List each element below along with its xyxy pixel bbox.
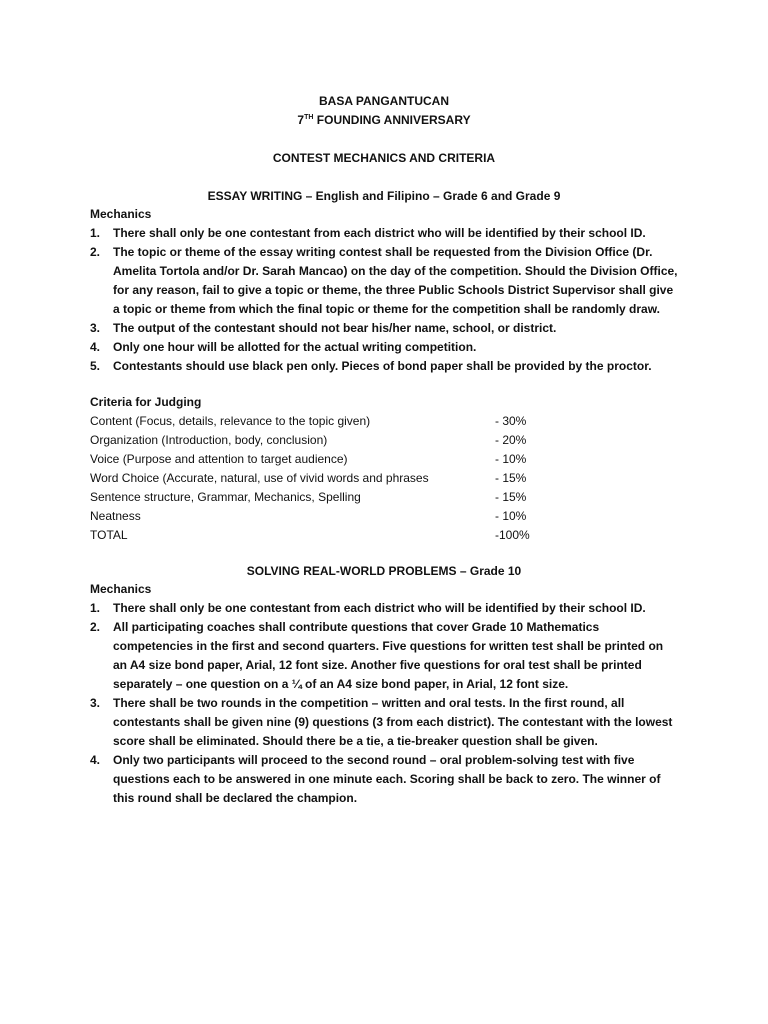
item-text: There shall only be one contestant from each district who will be identified by their school ID. <box>113 601 646 615</box>
criteria-percent: - 10% <box>495 509 527 523</box>
criteria-percent: - 10% <box>495 452 527 466</box>
criteria-name: Organization (Introduction, body, conclusion) <box>90 433 328 447</box>
anniversary-number: 7 <box>297 113 305 127</box>
item-text: Contestants should use black pen only. Pieces of bond paper shall be provided by the proctor. <box>113 359 652 373</box>
criteria-percent: - 30% <box>495 414 527 428</box>
list-item <box>90 224 680 243</box>
criteria-percent: -100% <box>495 528 530 542</box>
item-number: 4. <box>90 753 101 767</box>
item-text: Only two participants will proceed to the second round – oral problem-solving test with five questions each to be answered in one minute each. Scoring shall be back to zero. The winner of this round shall be declared the champion. <box>113 753 661 805</box>
anniversary-superscript: TH <box>304 114 314 121</box>
document-title: CONTEST MECHANICS AND CRITERIA <box>272 151 496 165</box>
item-number: 3. <box>90 696 101 710</box>
criteria-percent: - 15% <box>495 490 527 504</box>
criteria-name: TOTAL <box>90 528 128 542</box>
list-item <box>90 751 680 808</box>
criteria-table <box>90 412 540 545</box>
item-number: 2. <box>90 620 101 634</box>
item-text: There shall only be one contestant from each district who will be identified by their school ID. <box>113 226 646 240</box>
item-text: There shall be two rounds in the competition – written and oral tests. In the first round, all contestants shall be given nine (9) questions (3 from each district). The contestant with the lowest score shall be eliminated. Should there be a tie, a tie-breaker question shall be given. <box>113 696 673 748</box>
criteria-name: Content (Focus, details, relevance to the topic given) <box>90 414 371 428</box>
criteria-row <box>90 450 540 469</box>
anniversary-text: FOUNDING ANNIVERSARY <box>316 113 471 127</box>
list-item <box>90 319 680 338</box>
item-number: 4. <box>90 340 101 354</box>
list-item <box>90 338 680 357</box>
criteria-row <box>90 431 540 450</box>
problems-section-title: SOLVING REAL-WORLD PROBLEMS – Grade 10 <box>246 564 522 578</box>
criteria-row <box>90 412 540 431</box>
item-number: 2. <box>90 245 101 259</box>
item-text: The topic or theme of the essay writing contest shall be requested from the Division Office (Dr. Amelita Tortola and/or Dr. Sarah Mancao) on the day of the competition. Should the Division Office, for any reason, fail to give a topic or theme, the three Public Schools District Supervisor shall give a topic or theme from which the final topic or theme for the competition shall be randomly draw. <box>113 245 678 316</box>
item-number: 1. <box>90 601 101 615</box>
list-item <box>90 599 680 618</box>
item-number: 5. <box>90 359 101 373</box>
criteria-percent: - 15% <box>495 471 527 485</box>
list-item <box>90 357 680 376</box>
essay-mechanics-heading: Mechanics <box>90 207 152 221</box>
anniversary-title <box>0 113 768 127</box>
criteria-row <box>90 469 540 488</box>
org-title: BASA PANGANTUCAN <box>319 94 449 108</box>
essay-mechanics-list <box>90 224 680 376</box>
item-text: All participating coaches shall contribute questions that cover Grade 10 Mathematics competencies in the first and second quarters. Five questions for written test shall be printed on an A4 size bond paper, Arial, 12 font size. Another five questions for oral test shall be printed separately – one question on a ¼ of an A4 size bond paper, in Arial, 12 font size. <box>113 620 664 691</box>
item-number: 3. <box>90 321 101 335</box>
criteria-name: Neatness <box>90 509 141 523</box>
item-text: The output of the contestant should not bear his/her name, school, or district. <box>113 321 557 335</box>
criteria-row <box>90 507 540 526</box>
criteria-total-row <box>90 526 540 545</box>
criteria-percent: - 20% <box>495 433 527 447</box>
item-number: 1. <box>90 226 101 240</box>
essay-section-title: ESSAY WRITING – English and Filipino – Grade 6 and Grade 9 <box>207 189 561 203</box>
criteria-heading: Criteria for Judging <box>90 395 202 409</box>
list-item <box>90 243 680 319</box>
problems-mechanics-heading: Mechanics <box>90 582 152 596</box>
list-item <box>90 694 680 751</box>
problems-mechanics-list <box>90 599 680 808</box>
criteria-name: Sentence structure, Grammar, Mechanics, Spelling <box>90 490 361 504</box>
criteria-name: Voice (Purpose and attention to target audience) <box>90 452 348 466</box>
item-text: Only one hour will be allotted for the actual writing competition. <box>113 340 477 354</box>
list-item <box>90 618 680 694</box>
criteria-row <box>90 488 540 507</box>
criteria-name: Word Choice (Accurate, natural, use of vivid words and phrases <box>90 471 429 485</box>
